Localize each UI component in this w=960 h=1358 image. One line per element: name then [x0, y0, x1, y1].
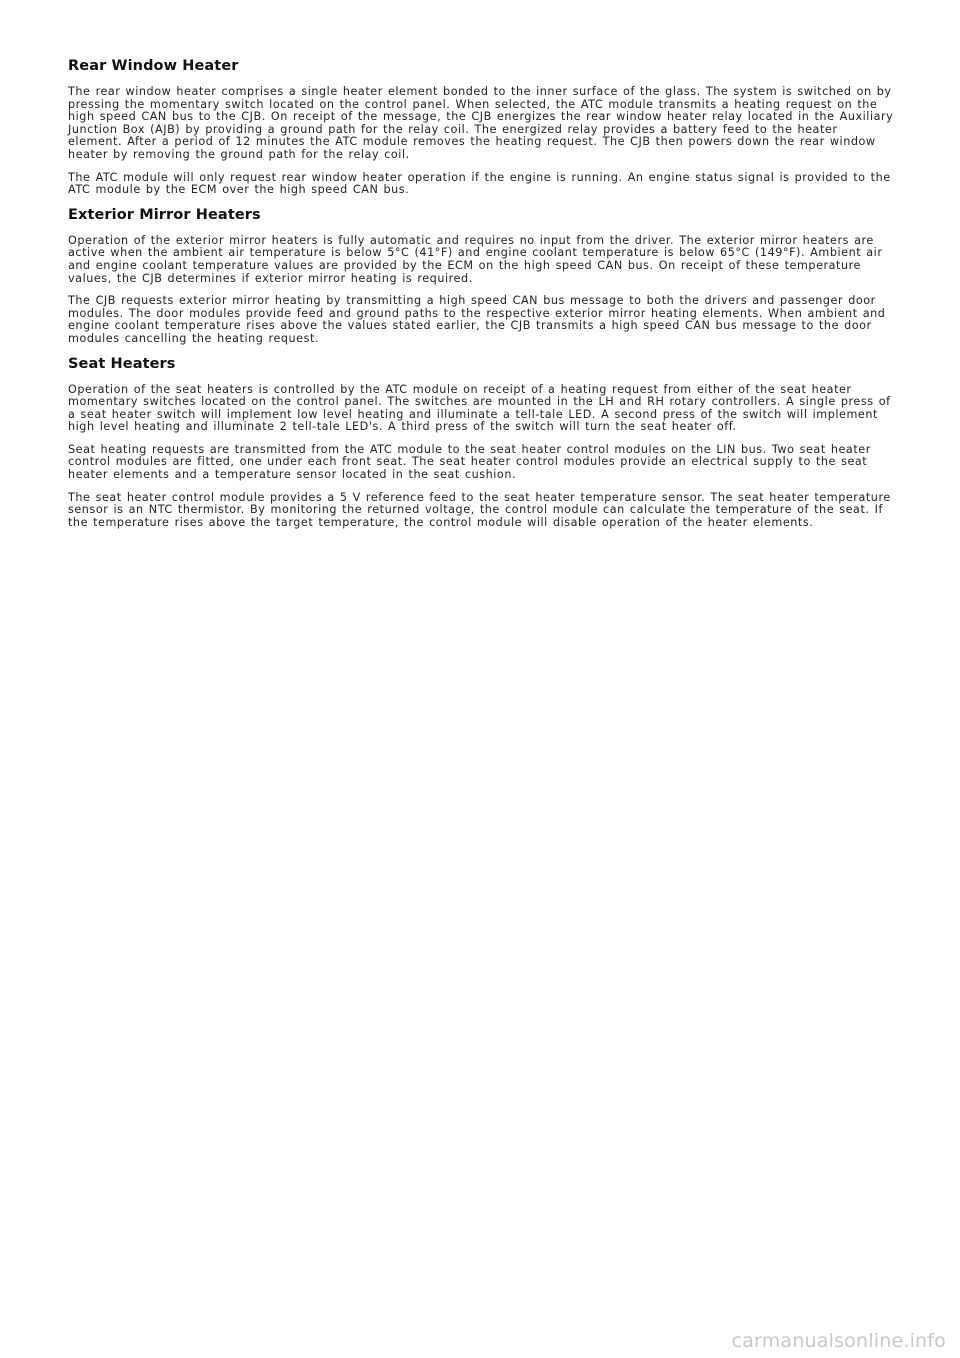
section-exterior-mirror-heaters — [68, 207, 896, 346]
paragraph: The CJB requests exterior mirror heating by transmitting a high speed CAN bus message to both the drivers and passenger door modules. The door modules provide feed and ground paths to the respective exterior mirror heating elements. When ambient and engine coolant temperature rises above the values stated earlier, the CJB transmits a high speed CAN bus message to the door modules cancelling the heating request. — [68, 294, 886, 345]
watermark-text: carmanualsonline.info — [731, 1330, 946, 1352]
section-heading: Seat Heaters — [68, 355, 176, 372]
section-seat-heaters — [68, 356, 896, 530]
paragraph: Operation of the exterior mirror heaters is fully automatic and requires no input from the driver. The exterior mirror heaters are active when the ambient air temperature is below 5°C (41°F) and engine coolant temperature is below 65°C (149°F). Ambient air and engine coolant temperature values are provided by the ECM on the high speed CAN bus. On receipt of these temperature values, the CJB determines if exterior mirror heating is required. — [68, 233, 883, 285]
section-rear-window-heater — [68, 58, 896, 197]
paragraph: The ATC module will only request rear window heater operation if the engine is running. An engine status signal is provided to the ATC module by the ECM over the high speed CAN bus. — [68, 170, 891, 197]
section-heading: Exterior Mirror Heaters — [68, 206, 261, 223]
paragraph: The seat heater control module provides a 5 V reference feed to the seat heater temperature sensor. The seat heater temperature sensor is an NTC thermistor. By monitoring the returned voltage, the control module can calculate the temperature of the seat. If the temperature rises above the target temperature, the control module will disable operation of the heater elements. — [68, 490, 891, 529]
paragraph: Operation of the seat heaters is controlled by the ATC module on receipt of a heating request from either of the seat heater momentary switches located on the control panel. The switches are mounted in the LH and RH rotary controllers. A single press of a seat heater switch will implement low level heating and illuminate a tell-tale LED. A second press of the switch will implement high level heating and illuminate 2 tell-tale LED's. A third press of the switch will turn the seat heater off. — [68, 382, 891, 434]
paragraph: Seat heating requests are transmitted from the ATC module to the seat heater control modules on the LIN bus. Two seat heater control modules are fitted, one under each front seat. The seat heater control modules provide an electrical supply to the seat heater elements and a temperature sensor located in the seat cushion. — [68, 442, 871, 482]
section-heading: Rear Window Heater — [68, 58, 239, 74]
document-page — [68, 58, 896, 539]
paragraph: The rear window heater comprises a single heater element bonded to the inner surface of the glass. The system is switched on by pressing the momentary switch located on the control panel. When selected, the ATC module transmits a heating request on the high speed CAN bus to the CJB. On receipt of the message, the CJB energizes the rear window heater relay located in the Auxiliary Junction Box (AJB) by providing a ground path for the relay coil. The energized relay provides a battery feed to the heater element. After a period of 12 minutes the ATC module removes the heating request. The CJB then powers down the rear window heater by removing the ground path for the relay coil. — [68, 85, 894, 161]
